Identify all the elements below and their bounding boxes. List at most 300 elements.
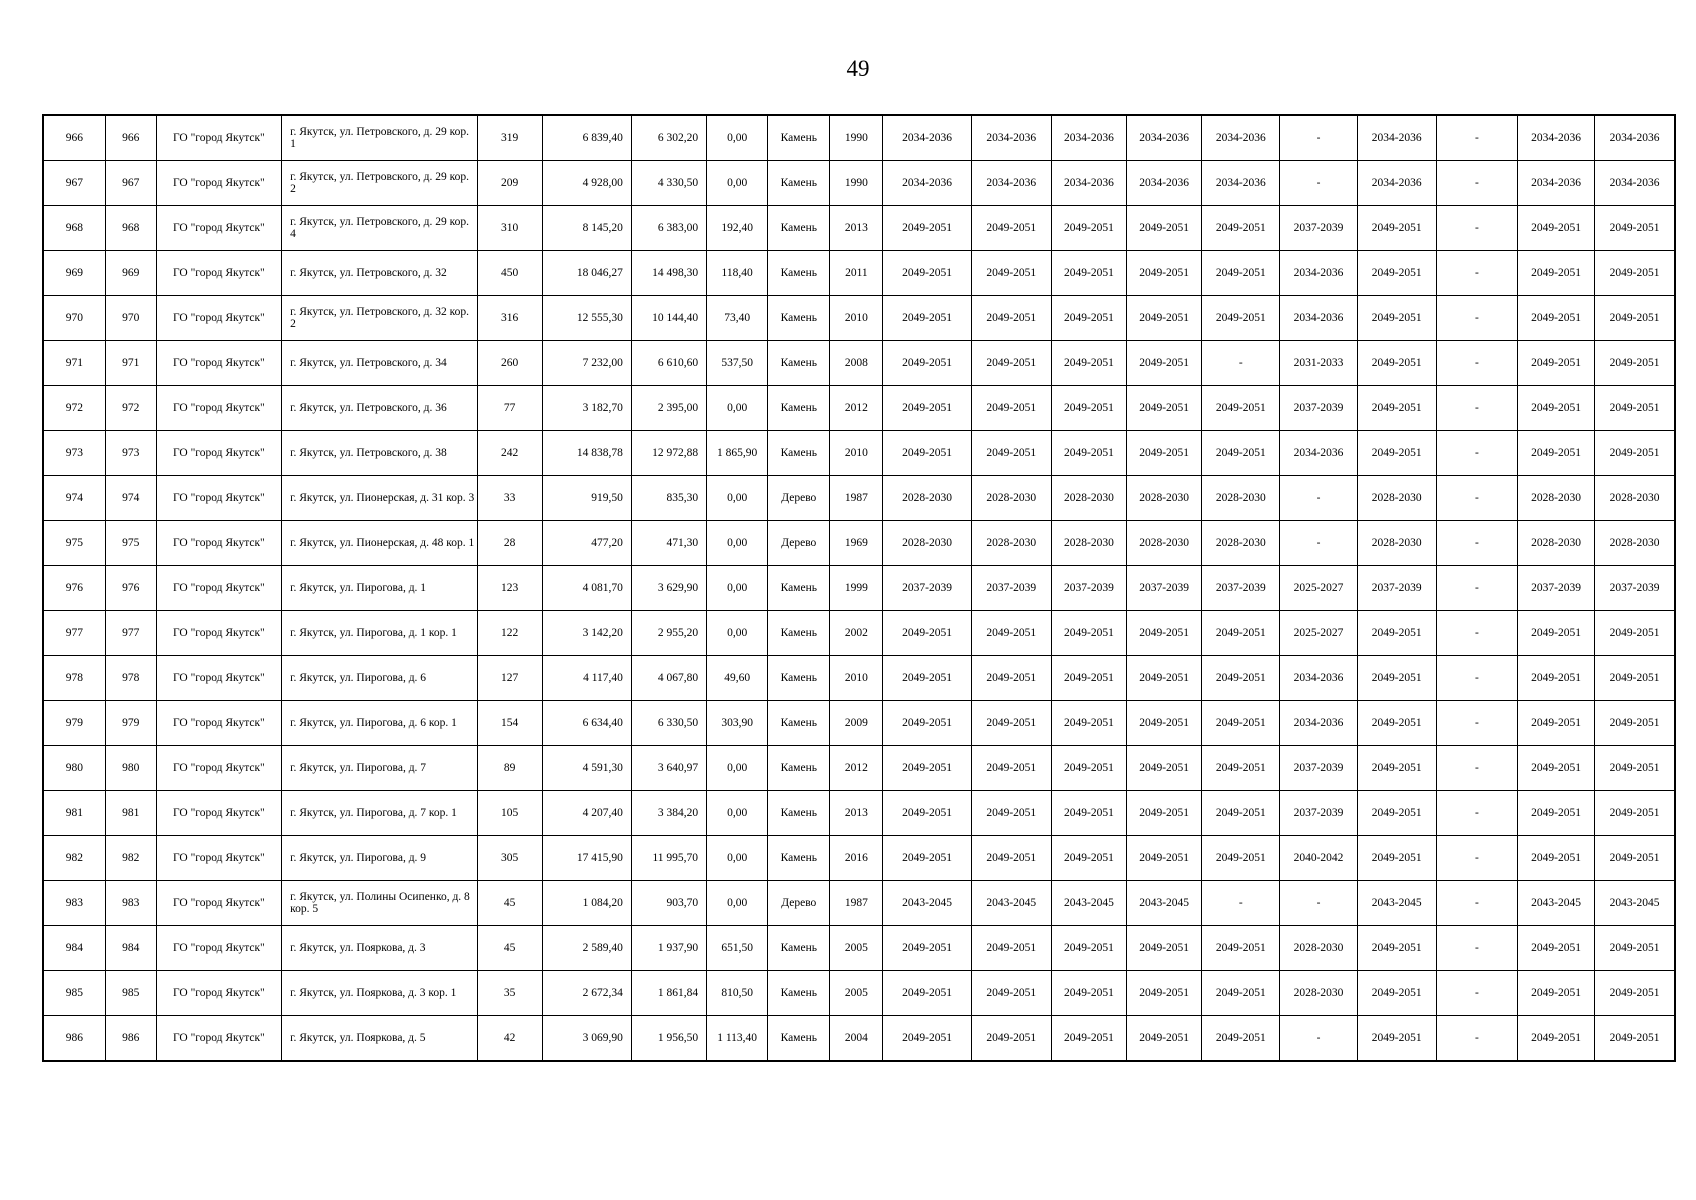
cell-p4: 2049-2051 [1127, 656, 1202, 701]
cell-p8: - [1436, 296, 1517, 341]
cell-municipality: ГО "город Якутск" [156, 115, 281, 161]
cell-total-area: 6 634,40 [542, 701, 631, 746]
cell-id: 981 [105, 791, 156, 836]
cell-p3: 2049-2051 [1051, 656, 1126, 701]
table-row [43, 161, 1675, 206]
cell-p5: - [1202, 881, 1280, 926]
cell-num: 984 [43, 926, 105, 971]
cell-p7: 2049-2051 [1357, 431, 1436, 476]
cell-id: 978 [105, 656, 156, 701]
cell-address: г. Якутск, ул. Пояркова, д. 3 кор. 1 [282, 971, 477, 1016]
cell-address: г. Якутск, ул. Пирогова, д. 1 [282, 566, 477, 611]
cell-id: 983 [105, 881, 156, 926]
cell-municipality: ГО "город Якутск" [156, 341, 281, 386]
cell-p2: 2049-2051 [971, 836, 1051, 881]
cell-id: 967 [105, 161, 156, 206]
cell-p7: 2028-2030 [1357, 476, 1436, 521]
cell-p5: 2049-2051 [1202, 386, 1280, 431]
cell-total-area: 6 839,40 [542, 115, 631, 161]
cell-p1: 2049-2051 [883, 926, 971, 971]
cell-p8: - [1436, 656, 1517, 701]
cell-municipality: ГО "город Якутск" [156, 926, 281, 971]
cell-p4: 2043-2045 [1127, 881, 1202, 926]
table-row [43, 251, 1675, 296]
cell-p1: 2049-2051 [883, 611, 971, 656]
cell-p2: 2034-2036 [971, 161, 1051, 206]
cell-nonliving-area: 537,50 [707, 341, 768, 386]
cell-nonliving-area: 0,00 [707, 881, 768, 926]
cell-p5: 2049-2051 [1202, 1016, 1280, 1062]
cell-living-area: 10 144,40 [631, 296, 706, 341]
cell-num: 966 [43, 115, 105, 161]
cell-p6: 2037-2039 [1280, 746, 1357, 791]
cell-p8: - [1436, 926, 1517, 971]
cell-p5: 2028-2030 [1202, 476, 1280, 521]
cell-id: 979 [105, 701, 156, 746]
cell-id: 974 [105, 476, 156, 521]
cell-total-area: 2 672,34 [542, 971, 631, 1016]
cell-living-area: 6 610,60 [631, 341, 706, 386]
cell-wall-material: Камень [768, 115, 830, 161]
cell-living-area: 903,70 [631, 881, 706, 926]
cell-address: г. Якутск, ул. Пояркова, д. 5 [282, 1016, 477, 1062]
cell-p8: - [1436, 161, 1517, 206]
cell-p9: 2049-2051 [1517, 296, 1594, 341]
cell-living-area: 1 956,50 [631, 1016, 706, 1062]
cell-living-area: 2 955,20 [631, 611, 706, 656]
cell-p9: 2049-2051 [1517, 206, 1594, 251]
cell-p8: - [1436, 611, 1517, 656]
cell-p4: 2034-2036 [1127, 115, 1202, 161]
cell-id: 976 [105, 566, 156, 611]
cell-p9: 2049-2051 [1517, 926, 1594, 971]
cell-p10: 2049-2051 [1595, 386, 1675, 431]
cell-p10: 2037-2039 [1595, 566, 1675, 611]
cell-nonliving-area: 1 865,90 [707, 431, 768, 476]
cell-p1: 2049-2051 [883, 386, 971, 431]
cell-living-area: 1 937,90 [631, 926, 706, 971]
cell-p1: 2049-2051 [883, 971, 971, 1016]
table-row [43, 971, 1675, 1016]
cell-year-built: 2016 [830, 836, 883, 881]
cell-p9: 2028-2030 [1517, 521, 1594, 566]
cell-p9: 2049-2051 [1517, 701, 1594, 746]
cell-p7: 2034-2036 [1357, 161, 1436, 206]
cell-p8: - [1436, 341, 1517, 386]
cell-p8: - [1436, 476, 1517, 521]
cell-p5: 2028-2030 [1202, 521, 1280, 566]
cell-wall-material: Камень [768, 701, 830, 746]
cell-p6: 2037-2039 [1280, 386, 1357, 431]
cell-total-area: 4 081,70 [542, 566, 631, 611]
cell-p10: 2049-2051 [1595, 341, 1675, 386]
cell-p4: 2049-2051 [1127, 746, 1202, 791]
cell-p5: 2049-2051 [1202, 926, 1280, 971]
cell-id: 972 [105, 386, 156, 431]
cell-p7: 2049-2051 [1357, 341, 1436, 386]
cell-p5: 2049-2051 [1202, 836, 1280, 881]
cell-p9: 2049-2051 [1517, 251, 1594, 296]
cell-p3: 2043-2045 [1051, 881, 1126, 926]
cell-p9: 2043-2045 [1517, 881, 1594, 926]
cell-residents: 45 [477, 926, 542, 971]
cell-municipality: ГО "город Якутск" [156, 206, 281, 251]
cell-p1: 2049-2051 [883, 836, 971, 881]
cell-p7: 2049-2051 [1357, 251, 1436, 296]
cell-living-area: 6 330,50 [631, 701, 706, 746]
cell-p3: 2034-2036 [1051, 161, 1126, 206]
cell-living-area: 835,30 [631, 476, 706, 521]
cell-p6: 2034-2036 [1280, 296, 1357, 341]
cell-wall-material: Камень [768, 791, 830, 836]
cell-wall-material: Камень [768, 431, 830, 476]
cell-p8: - [1436, 836, 1517, 881]
cell-address: г. Якутск, ул. Петровского, д. 29 кор. 2 [282, 161, 477, 206]
cell-p1: 2028-2030 [883, 521, 971, 566]
cell-p9: 2034-2036 [1517, 115, 1594, 161]
cell-p5: 2049-2051 [1202, 251, 1280, 296]
cell-p7: 2049-2051 [1357, 656, 1436, 701]
cell-p3: 2028-2030 [1051, 476, 1126, 521]
cell-nonliving-area: 0,00 [707, 611, 768, 656]
cell-p2: 2049-2051 [971, 386, 1051, 431]
cell-address: г. Якутск, ул. Пирогова, д. 6 [282, 656, 477, 701]
cell-id: 982 [105, 836, 156, 881]
table-row [43, 881, 1675, 926]
cell-residents: 242 [477, 431, 542, 476]
cell-year-built: 1990 [830, 161, 883, 206]
cell-p2: 2049-2051 [971, 656, 1051, 701]
cell-p5: 2049-2051 [1202, 611, 1280, 656]
cell-nonliving-area: 303,90 [707, 701, 768, 746]
cell-p4: 2049-2051 [1127, 791, 1202, 836]
table-row [43, 791, 1675, 836]
cell-living-area: 12 972,88 [631, 431, 706, 476]
table-row [43, 836, 1675, 881]
cell-p8: - [1436, 206, 1517, 251]
cell-municipality: ГО "город Якутск" [156, 161, 281, 206]
cell-num: 968 [43, 206, 105, 251]
cell-p1: 2049-2051 [883, 656, 971, 701]
cell-id: 971 [105, 341, 156, 386]
cell-total-area: 4 117,40 [542, 656, 631, 701]
cell-total-area: 4 591,30 [542, 746, 631, 791]
cell-nonliving-area: 0,00 [707, 521, 768, 566]
cell-p4: 2049-2051 [1127, 251, 1202, 296]
cell-p3: 2049-2051 [1051, 836, 1126, 881]
cell-p10: 2049-2051 [1595, 431, 1675, 476]
cell-address: г. Якутск, ул. Пирогова, д. 9 [282, 836, 477, 881]
cell-total-area: 17 415,90 [542, 836, 631, 881]
cell-p2: 2043-2045 [971, 881, 1051, 926]
table-row [43, 386, 1675, 431]
cell-year-built: 2012 [830, 746, 883, 791]
table-row [43, 1016, 1675, 1062]
cell-p10: 2049-2051 [1595, 296, 1675, 341]
cell-total-area: 7 232,00 [542, 341, 631, 386]
cell-residents: 154 [477, 701, 542, 746]
cell-address: г. Якутск, ул. Петровского, д. 29 кор. 1 [282, 115, 477, 161]
cell-p3: 2049-2051 [1051, 206, 1126, 251]
cell-living-area: 3 384,20 [631, 791, 706, 836]
cell-num: 983 [43, 881, 105, 926]
cell-p9: 2049-2051 [1517, 1016, 1594, 1062]
cell-nonliving-area: 0,00 [707, 566, 768, 611]
cell-p4: 2049-2051 [1127, 296, 1202, 341]
table-row [43, 746, 1675, 791]
cell-address: г. Якутск, ул. Петровского, д. 34 [282, 341, 477, 386]
table-row [43, 611, 1675, 656]
cell-p8: - [1436, 746, 1517, 791]
cell-p1: 2049-2051 [883, 746, 971, 791]
cell-p6: - [1280, 881, 1357, 926]
cell-wall-material: Дерево [768, 521, 830, 566]
cell-num: 977 [43, 611, 105, 656]
cell-address: г. Якутск, ул. Пирогова, д. 1 кор. 1 [282, 611, 477, 656]
cell-wall-material: Камень [768, 1016, 830, 1062]
cell-living-area: 11 995,70 [631, 836, 706, 881]
cell-total-area: 12 555,30 [542, 296, 631, 341]
cell-num: 976 [43, 566, 105, 611]
cell-wall-material: Камень [768, 161, 830, 206]
cell-p5: 2049-2051 [1202, 746, 1280, 791]
cell-nonliving-area: 0,00 [707, 161, 768, 206]
cell-num: 970 [43, 296, 105, 341]
cell-wall-material: Камень [768, 296, 830, 341]
cell-p7: 2049-2051 [1357, 206, 1436, 251]
cell-nonliving-area: 0,00 [707, 386, 768, 431]
cell-p3: 2049-2051 [1051, 431, 1126, 476]
cell-total-area: 477,20 [542, 521, 631, 566]
cell-p6: 2025-2027 [1280, 611, 1357, 656]
cell-year-built: 2010 [830, 431, 883, 476]
cell-municipality: ГО "город Якутск" [156, 521, 281, 566]
table-row [43, 656, 1675, 701]
cell-p8: - [1436, 115, 1517, 161]
cell-num: 971 [43, 341, 105, 386]
cell-residents: 305 [477, 836, 542, 881]
cell-residents: 209 [477, 161, 542, 206]
cell-p6: - [1280, 476, 1357, 521]
cell-p1: 2037-2039 [883, 566, 971, 611]
cell-num: 978 [43, 656, 105, 701]
cell-p8: - [1436, 566, 1517, 611]
cell-nonliving-area: 73,40 [707, 296, 768, 341]
cell-municipality: ГО "город Якутск" [156, 656, 281, 701]
cell-p6: 2034-2036 [1280, 701, 1357, 746]
cell-p7: 2049-2051 [1357, 836, 1436, 881]
cell-total-area: 1 084,20 [542, 881, 631, 926]
cell-p10: 2049-2051 [1595, 611, 1675, 656]
cell-p10: 2049-2051 [1595, 251, 1675, 296]
cell-p9: 2049-2051 [1517, 341, 1594, 386]
cell-p3: 2049-2051 [1051, 611, 1126, 656]
cell-nonliving-area: 0,00 [707, 115, 768, 161]
cell-total-area: 14 838,78 [542, 431, 631, 476]
cell-p10: 2049-2051 [1595, 1016, 1675, 1062]
cell-p1: 2049-2051 [883, 791, 971, 836]
table-row [43, 566, 1675, 611]
cell-p5: 2037-2039 [1202, 566, 1280, 611]
cell-living-area: 6 302,20 [631, 115, 706, 161]
cell-wall-material: Камень [768, 746, 830, 791]
cell-wall-material: Камень [768, 611, 830, 656]
cell-p7: 2049-2051 [1357, 926, 1436, 971]
cell-nonliving-area: 1 113,40 [707, 1016, 768, 1062]
cell-p3: 2049-2051 [1051, 251, 1126, 296]
cell-num: 975 [43, 521, 105, 566]
cell-p5: 2049-2051 [1202, 206, 1280, 251]
cell-p6: 2037-2039 [1280, 206, 1357, 251]
cell-p6: - [1280, 1016, 1357, 1062]
cell-id: 977 [105, 611, 156, 656]
cell-wall-material: Камень [768, 656, 830, 701]
cell-p7: 2043-2045 [1357, 881, 1436, 926]
cell-address: г. Якутск, ул. Пояркова, д. 3 [282, 926, 477, 971]
cell-p4: 2049-2051 [1127, 701, 1202, 746]
cell-living-area: 1 861,84 [631, 971, 706, 1016]
cell-address: г. Якутск, ул. Петровского, д. 32 [282, 251, 477, 296]
cell-municipality: ГО "город Якутск" [156, 971, 281, 1016]
cell-p7: 2049-2051 [1357, 386, 1436, 431]
cell-wall-material: Камень [768, 836, 830, 881]
cell-residents: 122 [477, 611, 542, 656]
cell-num: 980 [43, 746, 105, 791]
cell-p6: 2028-2030 [1280, 971, 1357, 1016]
cell-residents: 77 [477, 386, 542, 431]
cell-wall-material: Камень [768, 566, 830, 611]
cell-p6: 2028-2030 [1280, 926, 1357, 971]
cell-wall-material: Камень [768, 341, 830, 386]
cell-p7: 2049-2051 [1357, 296, 1436, 341]
cell-municipality: ГО "город Якутск" [156, 431, 281, 476]
cell-p5: 2049-2051 [1202, 431, 1280, 476]
cell-residents: 316 [477, 296, 542, 341]
cell-p10: 2028-2030 [1595, 476, 1675, 521]
cell-p8: - [1436, 251, 1517, 296]
cell-num: 969 [43, 251, 105, 296]
cell-year-built: 1987 [830, 476, 883, 521]
cell-p9: 2049-2051 [1517, 791, 1594, 836]
cell-total-area: 18 046,27 [542, 251, 631, 296]
cell-municipality: ГО "город Якутск" [156, 296, 281, 341]
cell-municipality: ГО "город Якутск" [156, 566, 281, 611]
cell-p3: 2049-2051 [1051, 791, 1126, 836]
cell-num: 974 [43, 476, 105, 521]
cell-total-area: 3 142,20 [542, 611, 631, 656]
cell-year-built: 2013 [830, 791, 883, 836]
cell-p2: 2049-2051 [971, 611, 1051, 656]
cell-residents: 319 [477, 115, 542, 161]
cell-p8: - [1436, 431, 1517, 476]
cell-p9: 2049-2051 [1517, 386, 1594, 431]
cell-p10: 2049-2051 [1595, 656, 1675, 701]
cell-p10: 2049-2051 [1595, 206, 1675, 251]
cell-p1: 2049-2051 [883, 296, 971, 341]
cell-p4: 2049-2051 [1127, 1016, 1202, 1062]
cell-p8: - [1436, 701, 1517, 746]
cell-id: 966 [105, 115, 156, 161]
cell-p1: 2049-2051 [883, 206, 971, 251]
cell-p2: 2028-2030 [971, 521, 1051, 566]
cell-id: 984 [105, 926, 156, 971]
cell-residents: 450 [477, 251, 542, 296]
cell-p2: 2049-2051 [971, 251, 1051, 296]
cell-p9: 2049-2051 [1517, 611, 1594, 656]
cell-p2: 2049-2051 [971, 971, 1051, 1016]
cell-residents: 127 [477, 656, 542, 701]
cell-p7: 2049-2051 [1357, 746, 1436, 791]
cell-p1: 2049-2051 [883, 251, 971, 296]
cell-nonliving-area: 192,40 [707, 206, 768, 251]
cell-p7: 2049-2051 [1357, 791, 1436, 836]
cell-p2: 2049-2051 [971, 431, 1051, 476]
housing-register-table [42, 114, 1676, 1062]
cell-p10: 2034-2036 [1595, 161, 1675, 206]
cell-wall-material: Камень [768, 386, 830, 431]
cell-p9: 2049-2051 [1517, 971, 1594, 1016]
cell-nonliving-area: 651,50 [707, 926, 768, 971]
cell-p6: - [1280, 521, 1357, 566]
cell-p2: 2049-2051 [971, 341, 1051, 386]
cell-residents: 33 [477, 476, 542, 521]
cell-p2: 2049-2051 [971, 1016, 1051, 1062]
cell-p4: 2049-2051 [1127, 206, 1202, 251]
cell-wall-material: Дерево [768, 476, 830, 521]
cell-p2: 2049-2051 [971, 701, 1051, 746]
cell-municipality: ГО "город Якутск" [156, 1016, 281, 1062]
cell-p1: 2049-2051 [883, 341, 971, 386]
cell-residents: 42 [477, 1016, 542, 1062]
cell-id: 985 [105, 971, 156, 1016]
cell-num: 967 [43, 161, 105, 206]
cell-num: 981 [43, 791, 105, 836]
cell-p3: 2049-2051 [1051, 746, 1126, 791]
cell-wall-material: Камень [768, 926, 830, 971]
cell-year-built: 2008 [830, 341, 883, 386]
cell-p1: 2049-2051 [883, 701, 971, 746]
cell-total-area: 919,50 [542, 476, 631, 521]
cell-p7: 2049-2051 [1357, 1016, 1436, 1062]
cell-p5: 2049-2051 [1202, 701, 1280, 746]
cell-p2: 2049-2051 [971, 926, 1051, 971]
table-row [43, 701, 1675, 746]
cell-municipality: ГО "город Якутск" [156, 701, 281, 746]
cell-total-area: 3 069,90 [542, 1016, 631, 1062]
table-row [43, 115, 1675, 161]
cell-p9: 2034-2036 [1517, 161, 1594, 206]
cell-municipality: ГО "город Якутск" [156, 611, 281, 656]
cell-p6: 2040-2042 [1280, 836, 1357, 881]
table-row [43, 521, 1675, 566]
cell-p10: 2049-2051 [1595, 746, 1675, 791]
cell-p6: 2037-2039 [1280, 791, 1357, 836]
cell-year-built: 1999 [830, 566, 883, 611]
cell-nonliving-area: 0,00 [707, 476, 768, 521]
cell-p10: 2049-2051 [1595, 926, 1675, 971]
cell-p3: 2049-2051 [1051, 926, 1126, 971]
cell-p9: 2037-2039 [1517, 566, 1594, 611]
cell-p4: 2034-2036 [1127, 161, 1202, 206]
cell-p10: 2043-2045 [1595, 881, 1675, 926]
cell-address: г. Якутск, ул. Пирогова, д. 6 кор. 1 [282, 701, 477, 746]
cell-nonliving-area: 810,50 [707, 971, 768, 1016]
cell-year-built: 2010 [830, 296, 883, 341]
cell-num: 979 [43, 701, 105, 746]
cell-p3: 2049-2051 [1051, 971, 1126, 1016]
cell-total-area: 4 207,40 [542, 791, 631, 836]
cell-p8: - [1436, 521, 1517, 566]
